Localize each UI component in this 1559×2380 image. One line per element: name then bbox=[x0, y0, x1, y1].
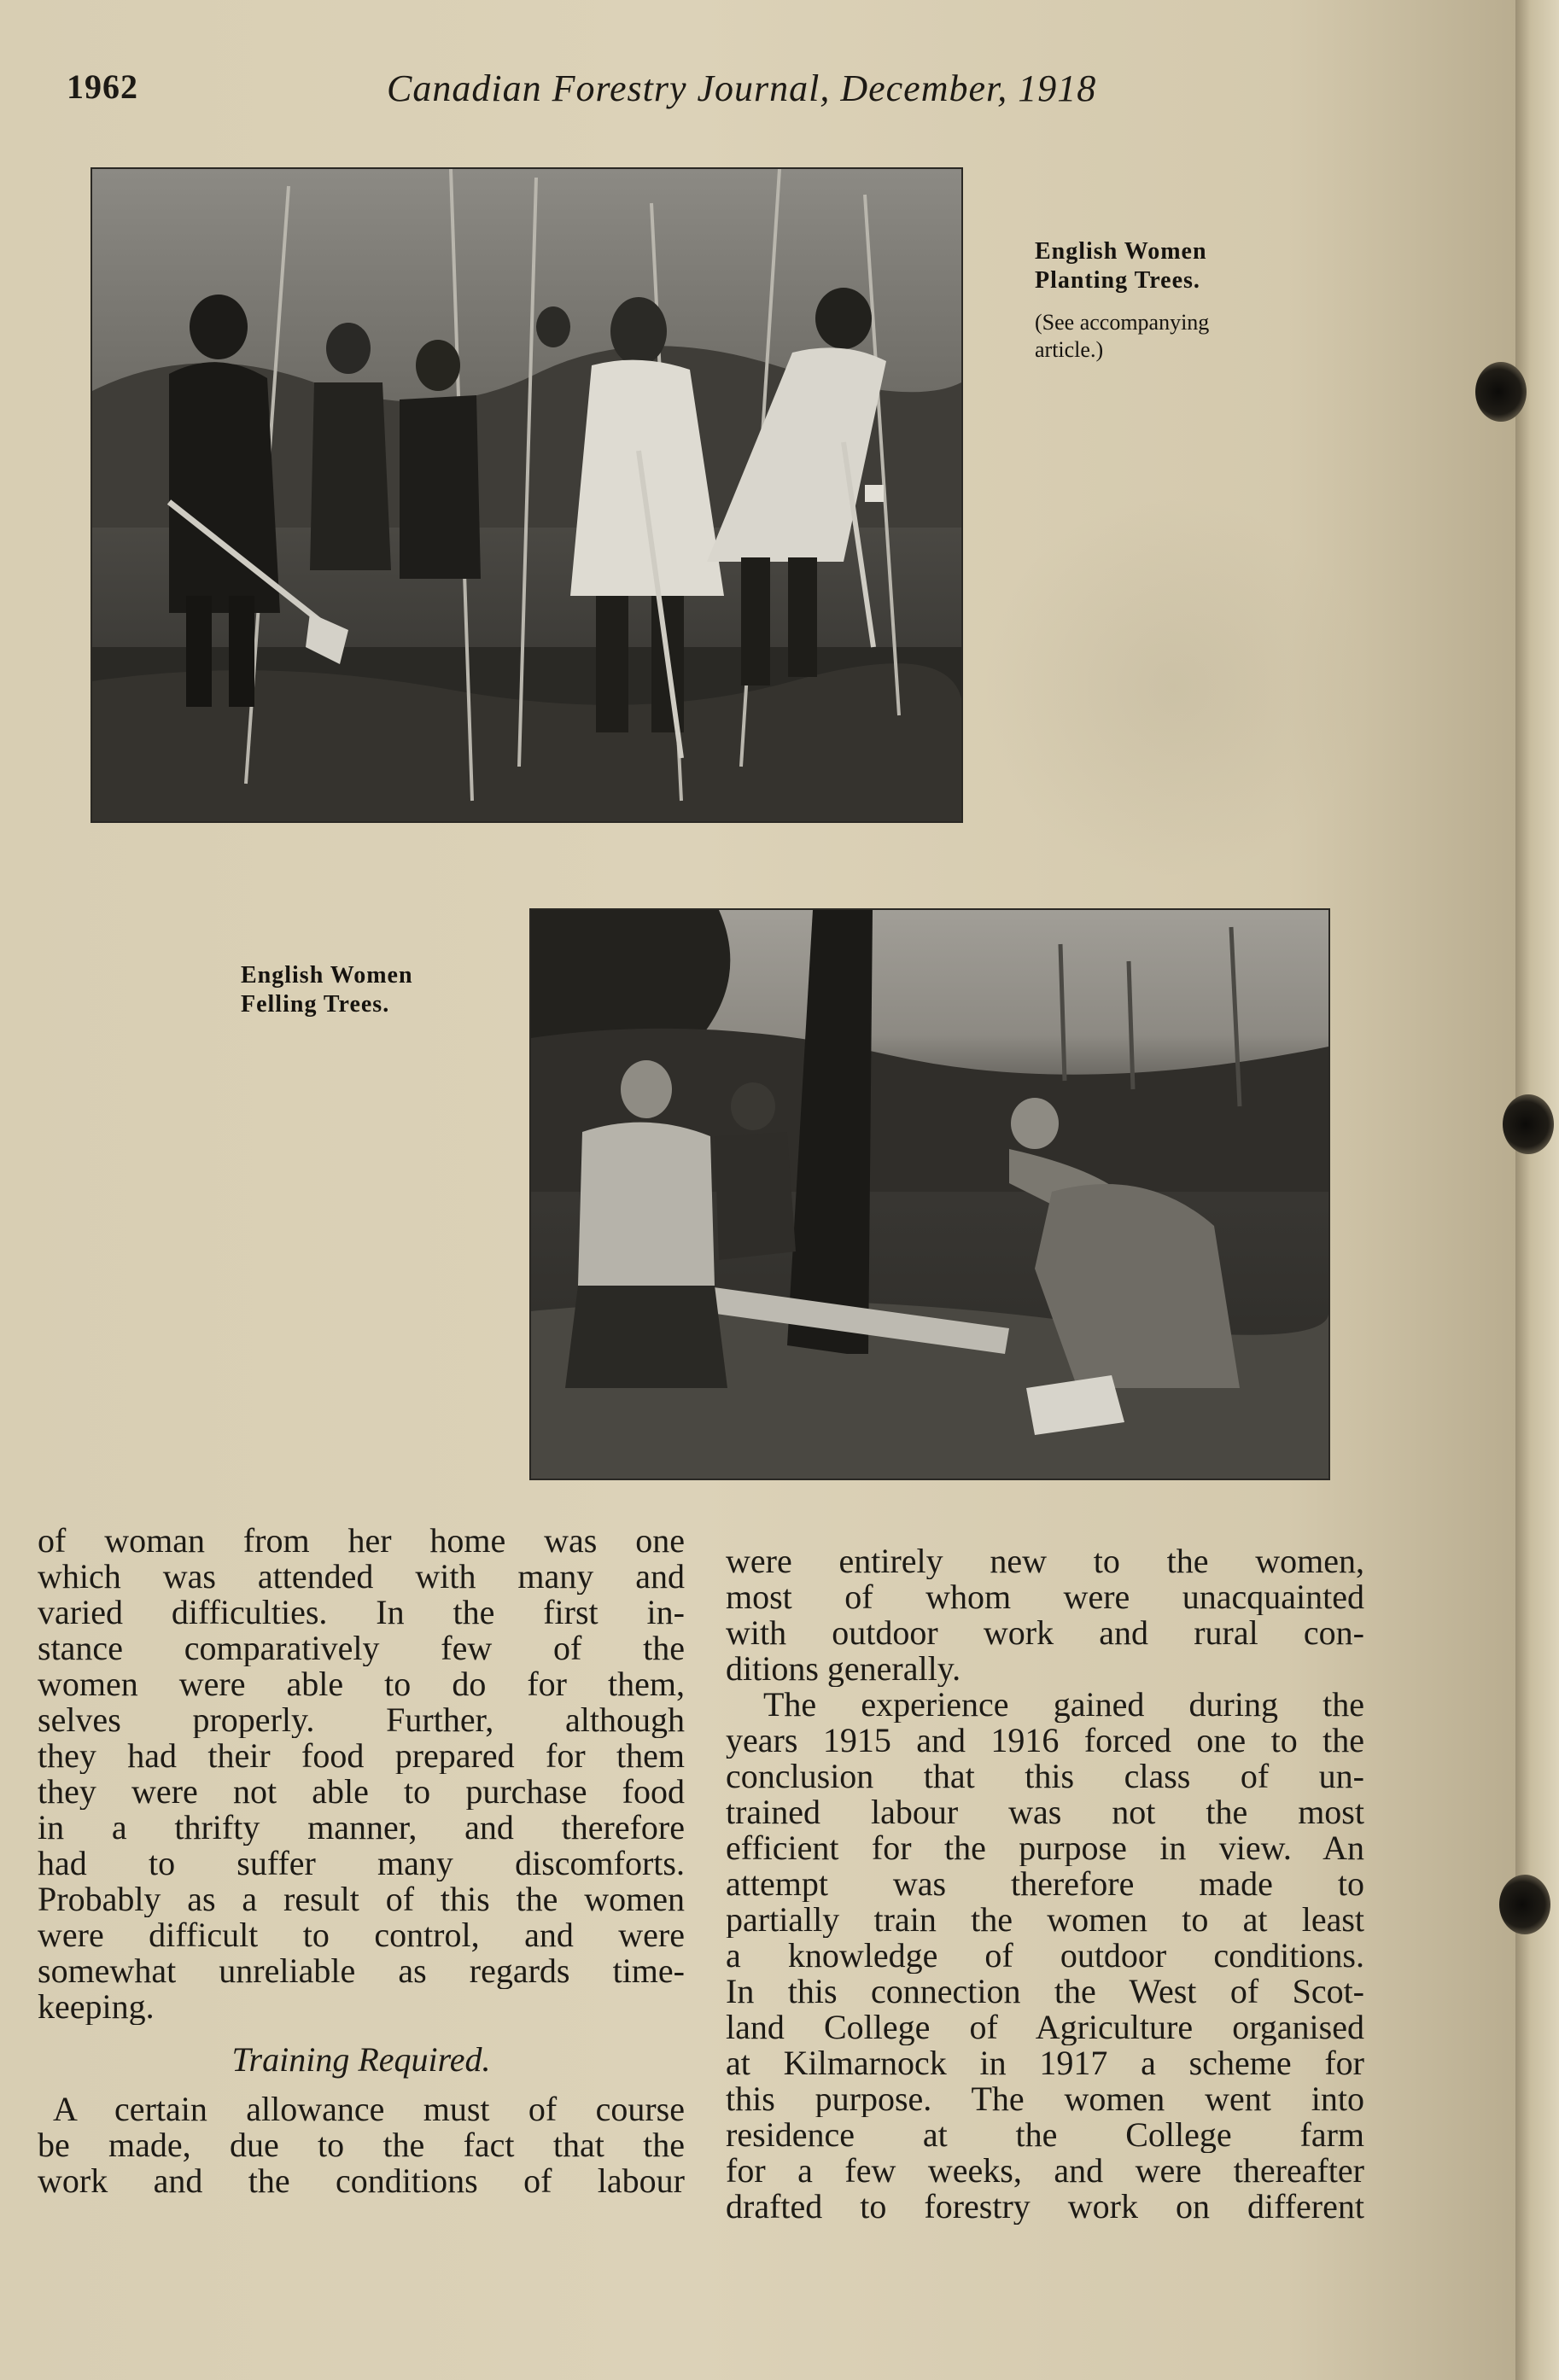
article-line: women were able to do for them, bbox=[38, 1666, 685, 1702]
caption-planting-note-line-2: article.) bbox=[1035, 337, 1104, 362]
article-line: trained labour was not the most bbox=[726, 1794, 1364, 1830]
caption-planting-title-line-2: Planting Trees. bbox=[1035, 267, 1200, 294]
article-line: for a few weeks, and were thereafter bbox=[726, 2153, 1364, 2189]
bleed-through-shadow bbox=[982, 495, 1366, 879]
article-line: somewhat unreliable as regards time- bbox=[38, 1953, 685, 1989]
article-line: of woman from her home was one bbox=[38, 1523, 685, 1559]
article-line: The experience gained during the bbox=[763, 1687, 1364, 1723]
article-line: be made, due to the fact that the bbox=[38, 2127, 685, 2163]
article-column-right bbox=[726, 1543, 1364, 2225]
article-line: with outdoor work and rural con- bbox=[726, 1615, 1364, 1651]
page-number: 1962 bbox=[67, 67, 138, 106]
article-line: this purpose. The women went into bbox=[726, 2081, 1364, 2117]
page-header bbox=[67, 67, 1142, 118]
binding-hole bbox=[1499, 1875, 1550, 1934]
article-line: work and the conditions of labour bbox=[38, 2163, 685, 2199]
article-line: drafted to forestry work on different bbox=[726, 2189, 1364, 2225]
article-line: a knowledge of outdoor conditions. bbox=[726, 1938, 1364, 1974]
article-line: most of whom were unacquainted bbox=[726, 1579, 1364, 1615]
section-subhead: Training Required. bbox=[231, 2040, 491, 2079]
caption-felling-title-line-1: English Women bbox=[241, 962, 413, 989]
article-line: were difficult to control, and were bbox=[38, 1917, 685, 1953]
article-line: varied difficulties. In the first in- bbox=[38, 1595, 685, 1630]
article-line: attempt was therefore made to bbox=[726, 1866, 1364, 1902]
article-line: ditions generally. bbox=[726, 1651, 961, 1687]
article-line: selves properly. Further, although bbox=[38, 1702, 685, 1738]
article-line: in a thrifty manner, and therefore bbox=[38, 1810, 685, 1846]
photo-women-felling-trees bbox=[529, 908, 1330, 1480]
photo-women-planting-trees bbox=[91, 167, 963, 823]
article-line: keeping. bbox=[38, 1989, 155, 2025]
article-line: they were not able to purchase food bbox=[38, 1774, 685, 1810]
article-line: A certain allowance must of course bbox=[53, 2091, 685, 2127]
article-line: at Kilmarnock in 1917 a scheme for bbox=[726, 2045, 1364, 2081]
running-head: Canadian Forestry Journal, December, 1918 bbox=[387, 67, 1097, 109]
article-line: they had their food prepared for them bbox=[38, 1738, 685, 1774]
caption-felling-title-line-2: Felling Trees. bbox=[241, 991, 390, 1018]
article-line: Probably as a result of this the women bbox=[38, 1881, 685, 1917]
article-line: efficient for the purpose in view. An bbox=[726, 1830, 1364, 1866]
article-line: conclusion that this class of un- bbox=[726, 1759, 1364, 1794]
article-line: which was attended with many and bbox=[38, 1559, 685, 1595]
article-line: residence at the College farm bbox=[726, 2117, 1364, 2153]
article-line: were entirely new to the women, bbox=[726, 1543, 1364, 1579]
binding-hole bbox=[1503, 1094, 1554, 1154]
article-line: In this connection the West of Scot- bbox=[726, 1974, 1364, 2010]
article-column-left bbox=[38, 1523, 685, 2199]
article-line: partially train the women to at least bbox=[726, 1902, 1364, 1938]
binding-hole bbox=[1475, 362, 1527, 422]
article-line: years 1915 and 1916 forced one to the bbox=[726, 1723, 1364, 1759]
article-line: land College of Agriculture organised bbox=[726, 2010, 1364, 2045]
article-line: stance comparatively few of the bbox=[38, 1630, 685, 1666]
caption-planting-title-line-1: English Women bbox=[1035, 238, 1207, 265]
caption-planting-note-line-1: (See accompanying bbox=[1035, 310, 1210, 335]
article-line: had to suffer many discomforts. bbox=[38, 1846, 685, 1881]
caption-planting bbox=[1035, 237, 1209, 364]
page-edge bbox=[1515, 0, 1559, 2380]
caption-felling bbox=[241, 961, 413, 1019]
